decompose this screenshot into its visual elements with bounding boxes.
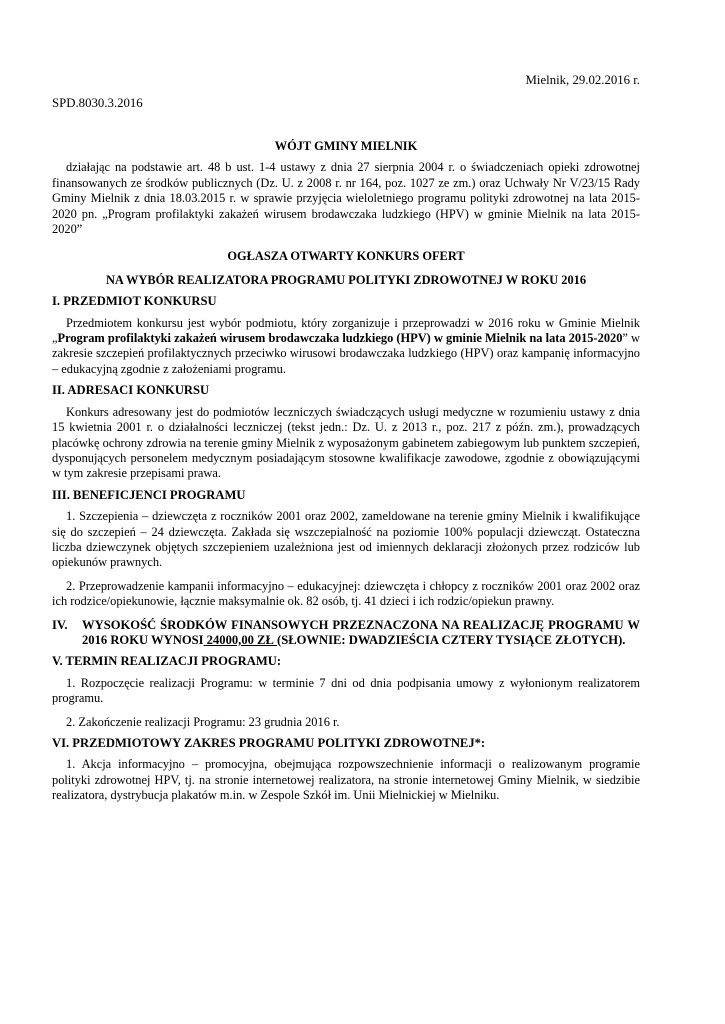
section-3-point-1: 1. Szczepienia – dziewczęta z roczników 2001 oraz 2002, zameldowane na terenie gminy Mielnik i kwalifikujące się do szczepień – 24 dziewczęta. Zakłada się wszczepialność na poziomie 100% populacji dziewcząt. Ostateczna liczba dziewczynek objętych szczepieniem uzależniona jest od imiennych deklaracji złożonych przez rodziców lub opiekunów prawnych. [52, 509, 640, 570]
program-name: Program profilaktyki zakażeń wirusem brodawczaka ludzkiego (HPV) w gminie Mielnik na lata 2015-2020 [57, 331, 623, 346]
funding-amount: 24000,00 ZŁ [203, 632, 278, 647]
place-date: Mielnik, 29.02.2016 r. [525, 73, 640, 87]
section-5-heading: V. TERMIN REALIZACJI PROGRAMU: [52, 654, 282, 669]
section-5-point-2: 2. Zakończenie realizacji Programu: 23 grudnia 2016 r. [66, 714, 340, 729]
section-6-point-1: 1. Akcja informacyjno – promocyjna, obejmująca rozpowszechnienie informacji o realizowanym programie polityki zdrowotnej HPV, tj. na stronie internetowej realizatora, na stronie internetowej Gminy Mielnik, w siedzibie realizatora, dystrybucja plakatów m.in. w Zespole Szkół im. Unii Mielnickiej w Mielniku. [52, 757, 640, 803]
section-2-heading: II. ADRESACI KONKURSU [52, 383, 210, 398]
section-1-text-a: Przedmiotem konkursu jest wybór podmiotu, który zorganizuje i przeprowadzi w 2016 roku w Gminie Mielnik „ [52, 315, 640, 346]
section-3-heading: III. BENEFICJENCI PROGRAMU [52, 487, 246, 502]
document-body [52, 139, 640, 804]
section-3-point-2: 2. Przeprowadzenie kampanii informacyjno – edukacyjnej: dziewczęta i chłopcy z roczników 2001 oraz 2002 oraz ich rodzice/opiekunowie, łącznie maksymalnie ok. 82 osób, tj. 41 dzieci i ich rodzic/opiekun prawny. [52, 578, 640, 609]
section-4-text [82, 618, 640, 649]
section-2-text: Konkurs adresowany jest do podmiotów leczniczych świadczących usługi medyczne w rozumieniu ustawy z dnia 15 kwietnia 2001 r. o działalności leczniczej (tekst jedn.: Dz. U. z 2013 r., poz. 217 z późn. zm.), prowadzących placówkę ochrony zdrowia na terenie gminy Mielnik z wyposażonym gabinetem zabiegowym lub punktem szczepień, dysponujących personelem medycznym posiadającym stosowne kwalifikacje zawodowe, zgodnie z obowiązującymi w tym zakresie przepisami prawa. [52, 404, 640, 481]
section-4-heading [52, 618, 640, 649]
section-1-text-c: ” w zakresie szczepień profilaktycznych przeciwko wirusowi brodawczaka ludzkiego (HPV) oraz kampanię informacyjno – edukacyjną zgodnie z założeniami programu. [52, 331, 641, 376]
section-4-text-a: WYSOKOŚĆ ŚRODKÓW FINANSOWYCH PRZEZNACZONA NA REALIZACJĘ PROGRAMU W 2016 ROKU WYNOSI [82, 617, 640, 647]
document-title: WÓJT GMINY MIELNIK [274, 139, 418, 153]
section-6-heading: VI. PRZEDMIOTOWY ZAKRES PROGRAMU POLITYKI ZDROWOTNEJ*: [52, 736, 486, 750]
announce-heading-1: OGŁASZA OTWARTY KONKURS OFERT [227, 249, 465, 264]
announce-heading-2: NA WYBÓR REALIZATORA PROGRAMU POLITYKI ZDROWOTNEJ W ROKU 2016 [105, 272, 587, 287]
section-5-point-1: 1. Rozpoczęcie realizacji Programu: w terminie 7 dni od dnia podpisania umowy z wyłonionym realizatorem programu. [52, 675, 640, 706]
preamble: działając na podstawie art. 48 b ust. 1-4 ustawy z dnia 27 sierpnia 2004 r. o świadczeniach opieki zdrowotnej finansowanych ze środków publicznych (Dz. U. z 2008 r. nr 164, poz. 1027 ze zm.) oraz Uchwały Nr V/23/15 Rady Gminy Mielnik z dnia 18.03.2015 r. w sprawie przyjęcia wieloletniego programu polityki zdrowotnej na lata 2015-2020 pn. „Program profilaktyki zakażeń wirusem brodawczaka ludzkiego (HPV) w gminie Mielnik na lata 2015-2020” [52, 160, 640, 237]
section-4-text-b: (SŁOWNIE: DWADZIEŚCIA CZTERY TYSIĄCE ZŁOTYCH). [277, 632, 626, 647]
section-4-number: IV. [52, 617, 68, 632]
reference-number: SPD.8030.3.2016 [52, 96, 143, 110]
section-1-heading: I. PRZEDMIOT KONKURSU [52, 294, 217, 309]
section-1-text [52, 316, 640, 378]
